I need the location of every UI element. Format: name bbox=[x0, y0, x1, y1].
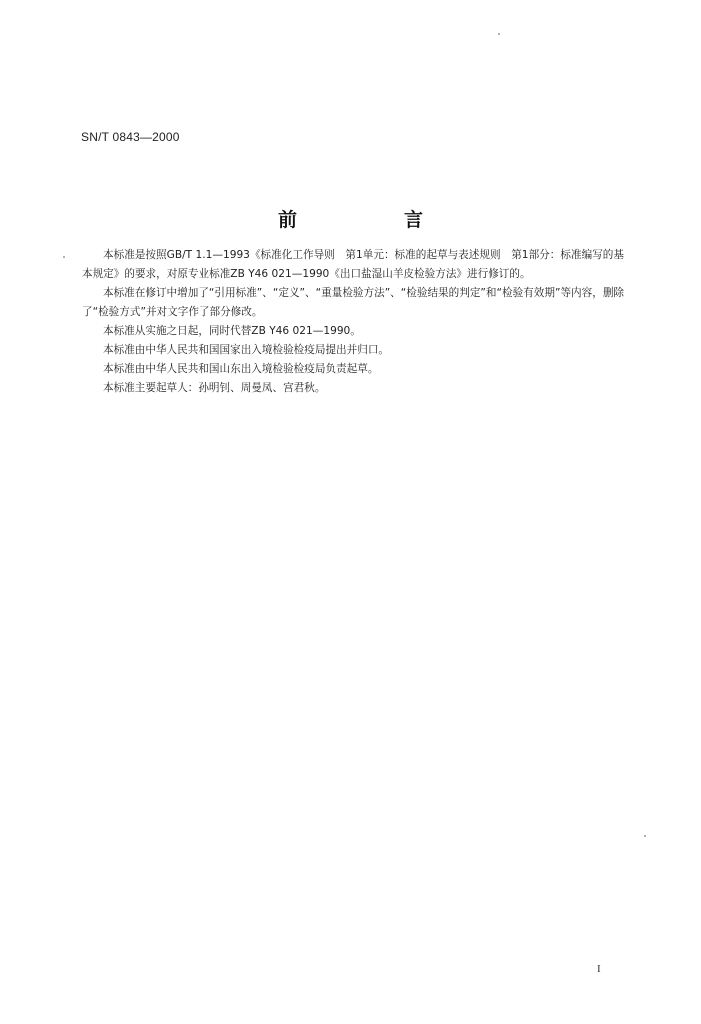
page-title: 前 言 bbox=[277, 209, 467, 231]
paragraph-basis: 本标准是按照GB/T 1.1—1993《标准化工作导则 第1单元：标准的起草与表述规则 第1部分：标准编写的基本规定》的要求，对原专业标准ZB Y46 021—1990《出口盐湿山羊皮检验方法》进行修订的。 bbox=[82, 249, 624, 280]
paragraph-drafters: 本标准主要起草人：孙明钊、周曼凤、宫君秋。 bbox=[103, 382, 326, 394]
scan-speck bbox=[498, 33, 500, 35]
page-number: I bbox=[597, 963, 601, 975]
standard-code: SN/T 0843—2000 bbox=[81, 130, 180, 144]
paragraph-proposer: 本标准由中华人民共和国国家出入境检验检疫局提出并归口。 bbox=[103, 344, 390, 356]
paragraph-drafting-unit: 本标准由中华人民共和国山东出入境检验检疫局负责起草。 bbox=[103, 363, 379, 375]
paragraph-replacement: 本标准从实施之日起，同时代替ZB Y46 021—1990。 bbox=[103, 325, 361, 337]
scan-speck bbox=[644, 835, 646, 837]
paragraph-revisions: 本标准在修订中增加了“引用标准”、“定义”、“重量检验方法”、“检验结果的判定”和“检验有效期”等内容，删除了“检验方式”并对文字作了部分修改。 bbox=[82, 287, 625, 318]
scan-speck bbox=[63, 256, 65, 258]
foreword-body bbox=[82, 246, 624, 398]
